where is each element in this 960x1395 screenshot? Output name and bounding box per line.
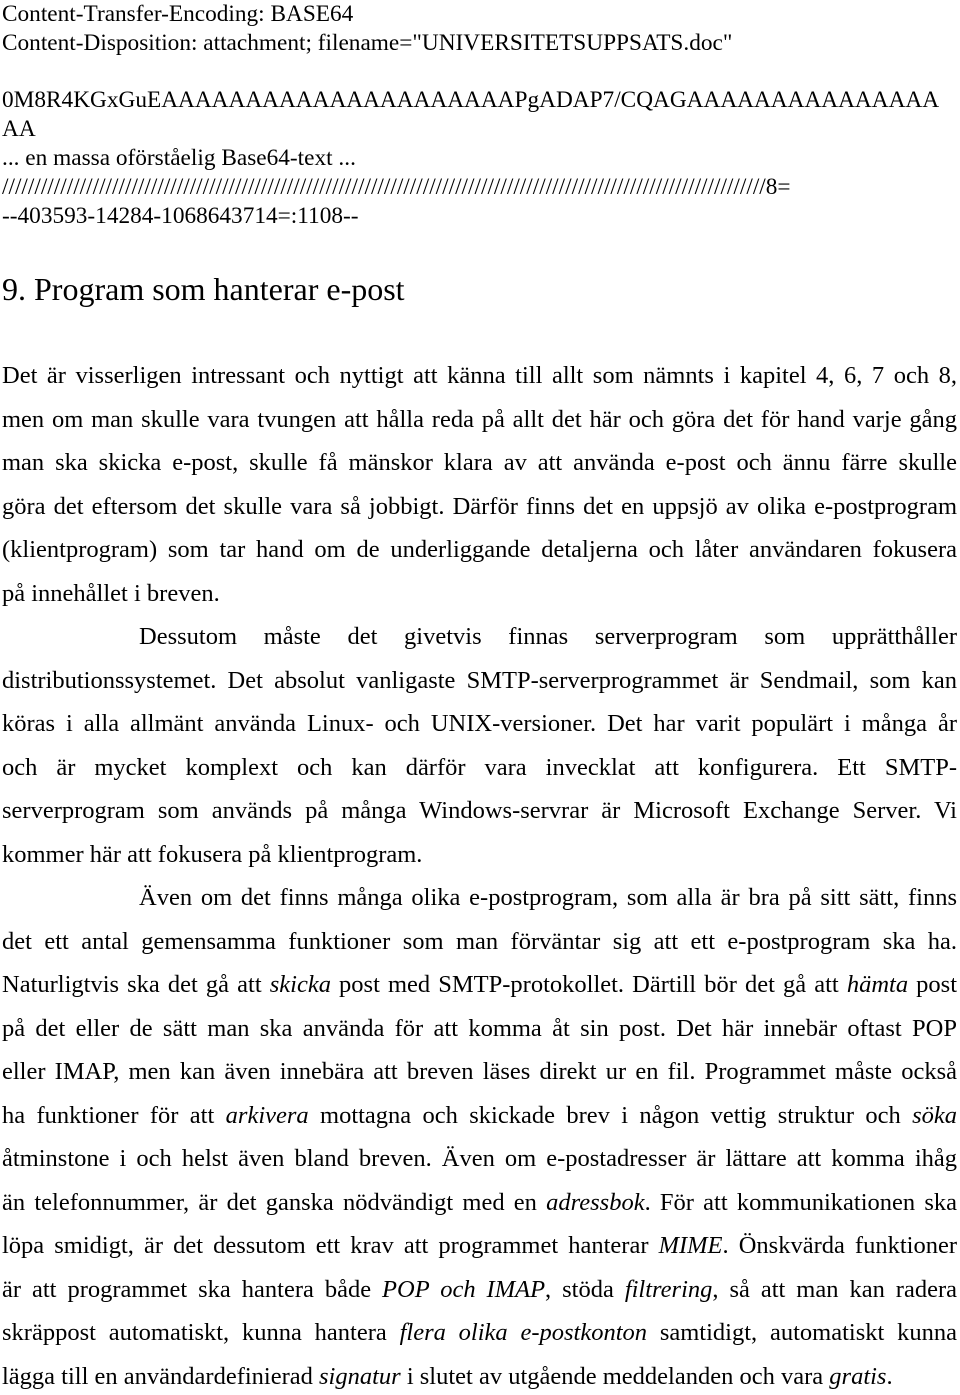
base64-data-tail: //////////////////////////////////////////////////////////////////////////////////////////////////////////////////////8= [2,173,791,200]
base64-placeholder-note: ... en massa oförståelig Base64-text ... [2,144,356,171]
body-line: men om man skulle vara tvungen att hålla reda på allt det här och göra det för hand varje gång [2,405,957,433]
text-run: post med SMTP-protokollet. Därtill bör det gå att [330,971,847,998]
paragraph [2,622,957,870]
body-line: på innehållet i breven. [2,579,220,607]
text-run: i slutet av utgående meddelanden och vara [400,1362,830,1390]
body-line: eller IMAP, men kan även innebära att breven läses direkt ur en fil. Programmet måste också [2,1058,957,1085]
body-line [2,1188,957,1218]
body-line [2,1231,957,1261]
body-line: det ett antal gemensamma funktioner som man förväntar sig att ett e-postprogram ska ha. [2,927,957,955]
italic-term: MIME [658,1232,723,1259]
mime-header [2,0,957,230]
italic-term: flera olika e-postkonton [399,1319,648,1346]
body-line: köras i alla allmänt använda Linux- och UNIX-versioner. Det har varit populärt i många år [2,710,957,737]
body-line [2,1362,957,1392]
text-run: , stöda [545,1275,625,1303]
body-line: Även om det finns många olika e-postprogram, som alla är bra på sitt sätt, finns [139,884,957,911]
content-transfer-encoding-line: Content-Transfer-Encoding: BASE64 [2,1,354,27]
section-heading: 9. Program som hanterar e-post [2,271,405,307]
body-line: man ska skicka e-post, skulle få mänskor klara av att använda e-post och ännu färre skulle [2,449,957,476]
text-run: skräppost automatiskt, kunna hantera [2,1319,400,1346]
italic-term: filtrering [624,1275,713,1303]
italic-term: arkivera [225,1101,309,1129]
text-run: är att programmet ska hantera både [2,1275,383,1303]
text-run: än telefonnummer, är det ganska nödvändigt med en [2,1188,547,1216]
body-line: Dessutom måste det givetvis finnas serverprogram som upprätthåller [139,623,957,650]
text-run: mottagna och skickade brev i någon vettig struktur och [308,1101,913,1129]
base64-data-line: AA [2,116,36,143]
body-line: på det eller de sätt man ska använda för att komma åt sin post. Det här innebär oftast POP [2,1014,957,1042]
blank-line [2,58,957,87]
text-run: lägga till en användardefinierad [2,1362,319,1390]
mime-boundary-line: --403593-14284-1068643714=:1108-- [2,202,359,229]
italic-term: adressbok [546,1188,645,1216]
base64-data-line: 0M8R4KGxGuEAAAAAAAAAAAAAAAAAAAAAPgADAP7/CQAGAAAAAAAAAAAAAAA [2,87,940,114]
text-run: , så att man kan radera [712,1275,957,1303]
paragraph [2,883,957,1392]
body-line: serverprogram som används på många Windows-servrar är Microsoft Exchange Server. Vi [2,797,957,824]
body-line: (klientprogram) som tar hand om de underliggande detaljerna och låter användaren fokusera [2,536,957,563]
italic-term: gratis [829,1362,887,1390]
body-line [2,1101,957,1131]
italic-term: POP och IMAP [382,1275,546,1303]
document-body [2,361,957,1392]
text-run: . [886,1362,893,1390]
body-line [2,1275,957,1305]
body-line: göra det eftersom det skulle vara så jobbigt. Därför finns det en uppsjö av olika e-postprogram [2,492,957,520]
italic-term: hämta [846,971,909,998]
body-line: Det är visserligen intressant och nyttigt att känna till allt som nämnts i kapitel 4, 6, 7 och 8, [2,362,957,389]
body-line: distributionssystemet. Det absolut vanligaste SMTP-serverprogrammet är Sendmail, som kan [2,666,957,694]
text-run: löpa smidigt, är det dessutom ett krav att programmet hanterar [2,1232,659,1259]
text-run: samtidigt, automatiskt kunna [647,1319,957,1346]
text-run: post [908,971,958,998]
body-line: och är mycket komplext och kan därför vara invecklat att konfigurera. Ett SMTP- [2,753,957,781]
body-line [2,970,957,1000]
italic-term: skicka [269,971,331,998]
italic-term: signatur [319,1362,401,1390]
text-run: Naturligtvis ska det gå att [2,971,270,998]
text-run: ha funktioner för att [2,1101,226,1129]
text-run: . För att kommunikationen ska [644,1188,957,1216]
body-line [2,1318,957,1348]
body-line: åtminstone i och helst även bland breven. Även om e-postadresser är lättare att komma ihåg [2,1145,957,1172]
content-disposition-line: Content-Disposition: attachment; filename="UNIVERSITETSUPPSATS.doc" [2,29,733,56]
paragraph [2,361,957,609]
text-run: . Önskvärda funktioner [722,1232,957,1259]
italic-term: söka [912,1101,957,1129]
body-line: kommer här att fokusera på klientprogram. [2,840,423,868]
